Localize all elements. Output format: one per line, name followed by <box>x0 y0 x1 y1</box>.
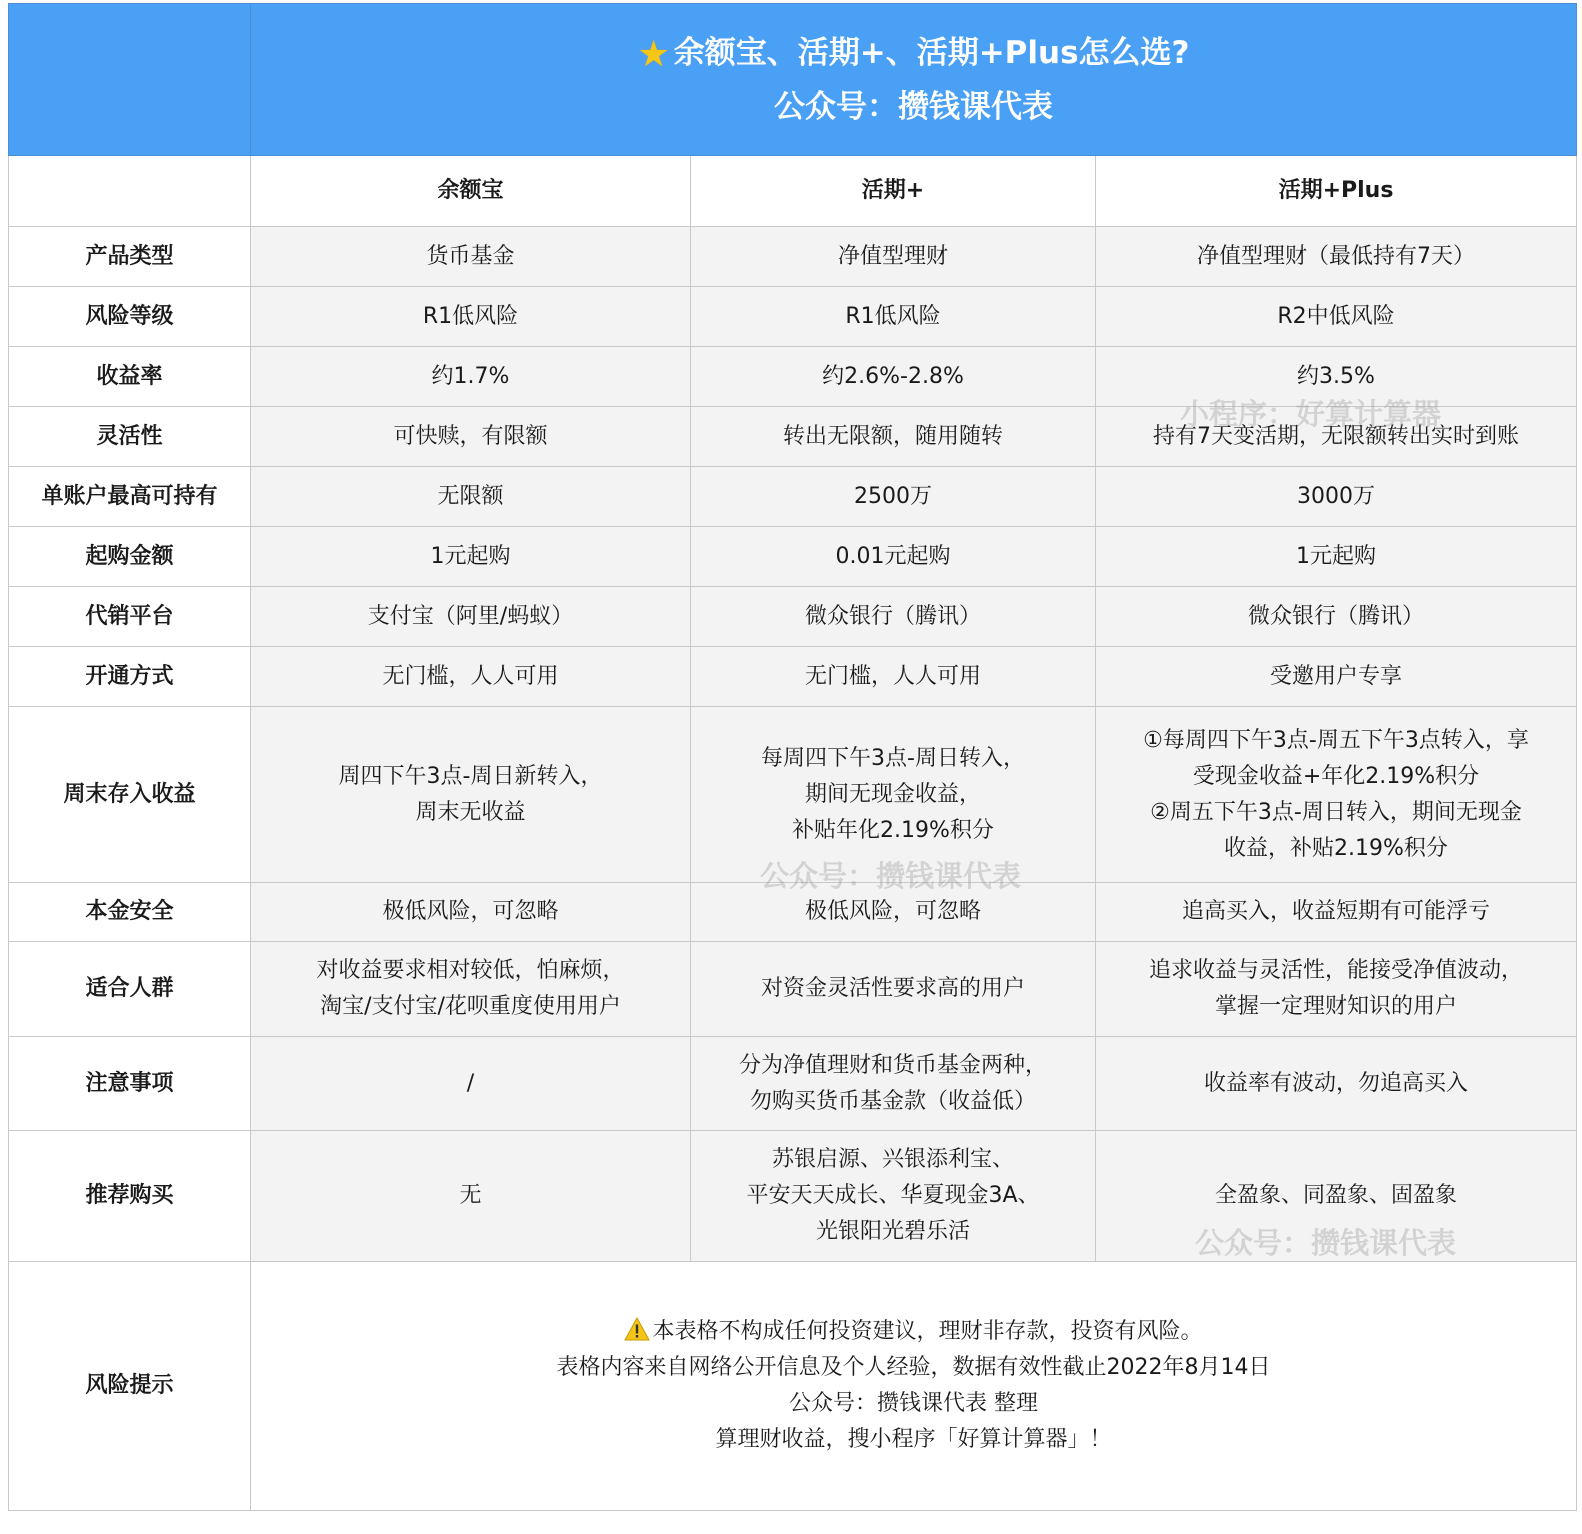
risk-line: 表格内容来自网络公开信息及个人经验，数据有效性截止2022年8月14日 <box>556 1355 1271 1380</box>
row-label: 收益率 <box>9 347 251 407</box>
cell-line: 无 <box>459 1183 482 1208</box>
cell-line: 收益率有波动，勿追高买入 <box>1203 1070 1468 1096</box>
cell-line: 全盈象、同盈象、固盈象 <box>1214 1183 1457 1208</box>
cell-line: 分为净值理财和货币基金两种， <box>738 1052 1047 1078</box>
table-cell <box>251 587 691 647</box>
cell-line: 支付宝（阿里/蚂蚁） <box>367 603 574 629</box>
cell-line: 对收益要求相对较低，怕麻烦， <box>316 958 625 983</box>
table-cell <box>1096 942 1577 1037</box>
column-header: 活期+ <box>691 156 1096 227</box>
table-cell <box>691 407 1096 467</box>
cell-line: 勿购买货币基金款（收益低） <box>749 1088 1036 1114</box>
cell-line: ①每周四下午3点-周五下午3点转入，享 <box>1143 727 1529 753</box>
title-cell <box>251 4 1577 156</box>
table-cell <box>691 942 1096 1037</box>
table-row <box>9 942 1577 1037</box>
table-cell <box>251 227 691 287</box>
table-cell <box>1096 287 1577 347</box>
cell-line: 0.01元起购 <box>835 543 951 569</box>
table-cell <box>691 527 1096 587</box>
cell-line: 可快赎，有限额 <box>393 423 548 449</box>
page-subtitle: 公众号：攒钱课代表 <box>774 88 1053 125</box>
cell-line: 受邀用户专享 <box>1269 663 1402 689</box>
row-label: 产品类型 <box>9 227 251 287</box>
cell-line: 周末无收益 <box>415 799 526 825</box>
table-cell <box>251 1131 691 1262</box>
column-header-row <box>9 156 1577 227</box>
cell-line: 每周四下午3点-周日转入， <box>761 745 1025 771</box>
table-cell <box>691 587 1096 647</box>
column-header: 余额宝 <box>251 156 691 227</box>
cell-line: 周四下午3点-周日新转入， <box>338 763 603 789</box>
table-cell <box>251 942 691 1037</box>
cell-line: 持有7天变活期，无限额转出实时到账 <box>1153 423 1519 449</box>
table-cell <box>1096 527 1577 587</box>
cell-line: 无门槛，人人可用 <box>804 663 981 689</box>
row-label: 起购金额 <box>9 527 251 587</box>
table-cell <box>251 287 691 347</box>
table-cell <box>691 227 1096 287</box>
cell-line: 淘宝/支付宝/花呗重度使用用户 <box>320 994 621 1019</box>
cell-line: 约2.6%-2.8% <box>822 363 964 389</box>
table-row <box>9 407 1577 467</box>
table-cell <box>1096 227 1577 287</box>
cell-line: 1元起购 <box>430 543 511 569</box>
title-corner-cell <box>9 4 251 156</box>
cell-line: 极低风险，可忽略 <box>804 899 981 924</box>
table-row <box>9 467 1577 527</box>
row-label: 适合人群 <box>9 942 251 1037</box>
cell-line: 3000万 <box>1297 483 1375 509</box>
table-row <box>9 347 1577 407</box>
row-label: 注意事项 <box>9 1037 251 1131</box>
cell-line: ②周五下午3点-周日转入，期间无现金 <box>1150 799 1522 825</box>
cell-line: / <box>466 1070 475 1096</box>
cell-line: 平安天天成长、华夏现金3A、 <box>746 1183 1040 1208</box>
cell-line: 对资金灵活性要求高的用户 <box>760 976 1025 1001</box>
cell-line: 微众银行（腾讯） <box>804 603 981 629</box>
column-header: 活期+Plus <box>1096 156 1577 227</box>
cell-line: 追高买入，收益短期有可能浮亏 <box>1181 899 1490 924</box>
cell-line: 补贴年化2.19%积分 <box>792 817 994 843</box>
star-icon: ★ <box>637 33 670 75</box>
table-cell <box>251 1037 691 1131</box>
cell-line: 2500万 <box>854 483 932 509</box>
cell-line: 无限额 <box>437 483 504 509</box>
table-cell <box>251 347 691 407</box>
table-row <box>9 527 1577 587</box>
warning-icon <box>624 1317 650 1341</box>
risk-line: 算理财收益，搜小程序「好算计算器」！ <box>715 1427 1112 1452</box>
table-row <box>9 1037 1577 1131</box>
table-row <box>9 1131 1577 1262</box>
table-cell <box>1096 467 1577 527</box>
cell-line: 受现金收益+年化2.19%积分 <box>1192 763 1480 789</box>
cell-line: 净值型理财（最低持有7天） <box>1197 243 1475 269</box>
risk-label: 风险提示 <box>9 1262 251 1511</box>
table-cell <box>691 707 1096 883</box>
watermark: 小程序：好算计算器 <box>1180 397 1442 431</box>
row-label: 单账户最高可持有 <box>9 467 251 527</box>
cell-line: 无门槛，人人可用 <box>382 663 559 689</box>
title-row <box>9 4 1577 156</box>
risk-row <box>9 1262 1577 1511</box>
table-cell <box>691 347 1096 407</box>
table-cell <box>251 467 691 527</box>
table-cell <box>251 647 691 707</box>
risk-line: 本表格不构成任何投资建议，理财非存款，投资有风险。 <box>652 1319 1203 1344</box>
comparison-table <box>8 3 1577 1511</box>
table-cell <box>1096 707 1577 883</box>
table-cell <box>691 883 1096 942</box>
table-cell <box>1096 1037 1577 1131</box>
risk-cell <box>251 1262 1577 1511</box>
table-row <box>9 883 1577 942</box>
cell-line: R1低风险 <box>845 303 941 329</box>
table-cell <box>1096 407 1577 467</box>
cell-line: 转出无限额，随用随转 <box>782 423 1003 449</box>
row-label: 本金安全 <box>9 883 251 942</box>
cell-line: 净值型理财 <box>837 243 948 269</box>
table-cell <box>1096 1131 1577 1262</box>
cell-line: R2中低风险 <box>1277 303 1395 329</box>
cell-line: 极低风险，可忽略 <box>382 899 559 924</box>
cell-line: 约1.7% <box>431 363 510 389</box>
table-cell <box>1096 587 1577 647</box>
cell-line: 货币基金 <box>426 243 515 269</box>
comparison-table-sheet <box>8 3 1576 1528</box>
cell-line: 约3.5% <box>1297 363 1375 389</box>
table-cell <box>691 647 1096 707</box>
table-cell <box>251 407 691 467</box>
cell-line: 追求收益与灵活性，能接受净值波动， <box>1148 958 1523 983</box>
cell-line: 掌握一定理财知识的用户 <box>1214 994 1457 1019</box>
cell-line: 期间无现金收益， <box>804 781 981 807</box>
table-cell <box>251 527 691 587</box>
cell-line: 微众银行（腾讯） <box>1247 603 1424 629</box>
table-body <box>9 4 1577 1511</box>
table-row <box>9 647 1577 707</box>
risk-line: 公众号：攒钱课代表 整理 <box>789 1391 1038 1416</box>
row-label: 灵活性 <box>9 407 251 467</box>
cell-line: 收益，补贴2.19%积分 <box>1224 835 1448 861</box>
cell-line: 苏银启源、兴银添利宝、 <box>771 1147 1014 1172</box>
cell-line: 光银阳光碧乐活 <box>815 1219 970 1244</box>
cell-line: R1低风险 <box>422 303 519 329</box>
column-header-corner <box>9 156 251 227</box>
table-cell <box>691 1037 1096 1131</box>
row-label: 代销平台 <box>9 587 251 647</box>
page-title: 余额宝、活期+、活期+Plus怎么选? <box>673 34 1190 71</box>
table-cell <box>691 1131 1096 1262</box>
table-row <box>9 707 1577 883</box>
table-cell <box>251 707 691 883</box>
row-label: 风险等级 <box>9 287 251 347</box>
table-row <box>9 587 1577 647</box>
row-label: 推荐购买 <box>9 1131 251 1262</box>
table-row <box>9 287 1577 347</box>
table-row <box>9 227 1577 287</box>
table-cell <box>251 883 691 942</box>
row-label: 周末存入收益 <box>9 707 251 883</box>
row-label: 开通方式 <box>9 647 251 707</box>
watermark: 公众号：攒钱课代表 <box>760 859 1022 893</box>
table-cell <box>1096 347 1577 407</box>
table-cell <box>1096 883 1577 942</box>
table-cell <box>1096 647 1577 707</box>
cell-line: 1元起购 <box>1296 543 1376 569</box>
watermark: 公众号：攒钱课代表 <box>1195 1226 1457 1260</box>
table-cell <box>691 287 1096 347</box>
table-cell <box>691 467 1096 527</box>
